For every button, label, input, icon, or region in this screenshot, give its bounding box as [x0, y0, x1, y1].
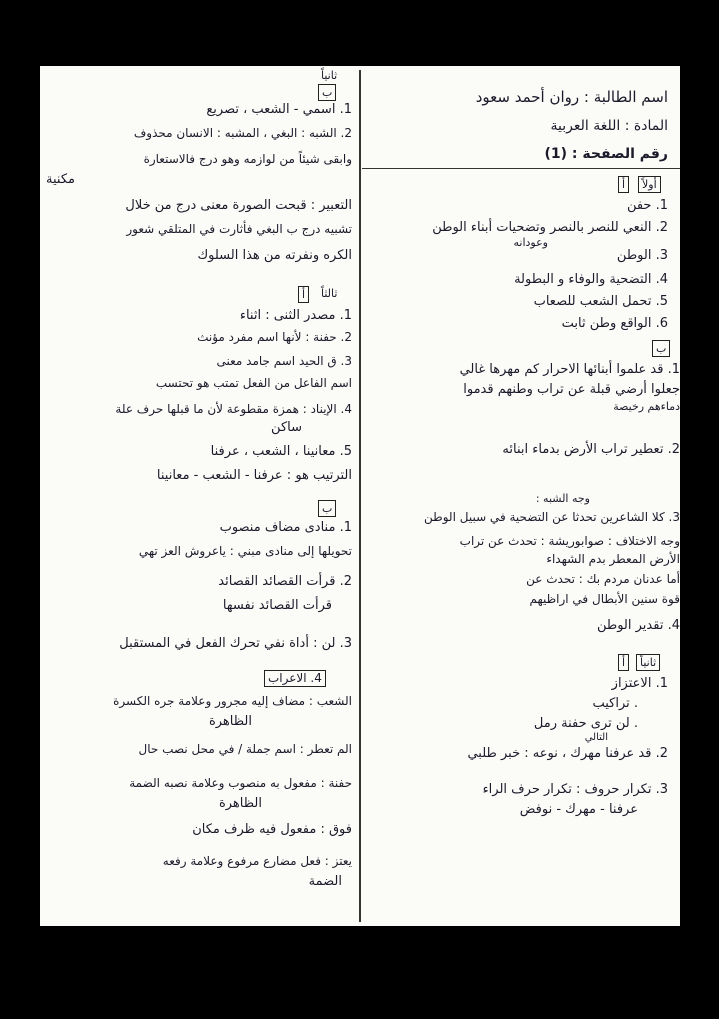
a-item-2: 2. النعي للنصر بالنصر وتضحيات أبناء الوطن — [432, 220, 668, 235]
b-item-3: 3. كلا الشاعرين تحدثا عن التضحية في سبيل الوطن — [424, 510, 680, 524]
b-difference-3: أما عدنان مردم بك : تحدث عن — [526, 572, 680, 586]
l4-item-1: الشعب : مضاف إليه مجرور وعلامة جره الكسرة — [113, 694, 352, 708]
c-item-2: 2. قد عرفنا مهرك ، نوعه : خبر طلبي — [467, 746, 668, 761]
l1-item-3c: الكره ونفرته من هذا السلوك — [197, 248, 352, 263]
l1-item-2: 2. الشبه : البغي ، المشبه : الانسان محذوف — [133, 126, 352, 140]
column-divider — [359, 70, 361, 922]
sub-b-label: ب — [652, 340, 670, 357]
l1-item-2b: وابقى شيئاً من لوازمه وهو درج فالاستعارة — [143, 152, 352, 166]
left-section-label: ثانياً — [321, 69, 338, 82]
right-b-list — [368, 362, 680, 662]
l3-item-1: 1. منادى مضاف منصوب — [219, 520, 352, 535]
sub-a-label: أ — [618, 176, 629, 193]
c-item-3: 3. تكرار حروف : تكرار حرف الراء — [482, 782, 668, 797]
b-difference-1: وجه الاختلاف : صوابوريشة : تحدث عن تراب — [459, 534, 680, 548]
b-item-1: 1. قد علموا أبنائها الاحرار كم مهرها غالي — [459, 362, 680, 377]
c-item-1d: التالي — [584, 732, 608, 743]
a-item-3: 3. الوطن — [616, 248, 668, 263]
l4-item-1b: الظاهرة — [208, 714, 252, 729]
c-item-1c: . لن ترى حفنة رمل — [533, 716, 638, 731]
left-sub-b-label: ب — [318, 84, 336, 101]
a-item-4: 4. التضحية والوفاء و البطولة — [514, 272, 668, 287]
l2-item-4: 4. الإيناد : همزة مقطوعة لأن ما قبلها حرف علة — [115, 402, 352, 416]
l1-item-2c: مكنية — [46, 172, 75, 187]
left-sub-a3-label: أ — [298, 286, 309, 303]
l3-item-2b: قرأت القصائد نفسها — [222, 598, 332, 613]
left-list-3 — [46, 520, 352, 660]
sub-a2-label: أ — [618, 654, 629, 671]
l2-item-5: 5. معانينا ، الشعب ، عرفنا — [210, 444, 352, 459]
a-item-1: 1. حفن — [626, 198, 668, 213]
l3-item-1b: تحويلها إلى منادى مبني : ياعروش العز تهي — [138, 544, 352, 558]
a-item-5: 5. تحمل الشعب للصعاب — [533, 294, 668, 309]
left-list-4 — [46, 694, 352, 894]
b-similarity-label: وجه الشبه : — [535, 492, 590, 505]
l2-item-3b: اسم الفاعل من الفعل تمتب هو تحتسب — [155, 376, 352, 390]
left-list-1 — [46, 102, 352, 272]
left-section3-label: ثالثاً — [321, 287, 338, 300]
l4-item-5: يعتز : فعل مضارع مرفوع وعلامة رفعه — [162, 854, 352, 868]
l3-item-3: 3. لن : أداة نفي تحرك الفعل في المستقبل — [119, 636, 352, 651]
l4-item-2: الم تعطر : اسم جملة / في محل نصب حال — [138, 742, 352, 756]
b-item-4: 4. تقدير الوطن — [596, 618, 680, 633]
l4-item-3b: الظاهرة — [218, 796, 262, 811]
header-underline — [362, 168, 680, 169]
l4-item-4: فوق : مفعول فيه ظرف مكان — [192, 822, 352, 837]
left-section4-label: 4. الاعراب — [264, 670, 326, 687]
l1-item-1: 1. اسمي - الشعب ، تصريع — [206, 102, 352, 117]
l2-item-2: 2. حفنة : لأنها اسم مفرد مؤنث — [197, 330, 352, 344]
section-second-label: ثانياً — [636, 654, 660, 671]
c-item-1: 1. الاعتزاز — [611, 676, 668, 691]
page-number-line: رقم الصفحة : (1) — [544, 146, 668, 162]
left-sub-b3-label: ب — [318, 500, 336, 517]
l3-item-2: 2. قرأت القصائد القصائد — [218, 574, 352, 589]
student-name: اسم الطالبة : روان أحمد سعود — [475, 88, 668, 106]
a-item-6: 6. الواقع وطن ثابت — [561, 316, 668, 331]
l2-item-5b: الترتيب هو : عرفنا - الشعب - معانينا — [156, 468, 352, 483]
b-item-1c: دماءهم رخيصة — [613, 400, 680, 413]
l4-item-3: حفنة : مفعول به منصوب وعلامة نصبه الضمة — [129, 776, 352, 790]
a-item-2b: وعودانه — [513, 236, 548, 249]
b-difference-2: الأرض المعطر بدم الشهداء — [546, 552, 680, 566]
left-list-2 — [46, 308, 352, 488]
b-item-2: 2. تعطير تراب الأرض بدماء ابنائه — [502, 442, 680, 457]
l4-item-5b: الضمة — [308, 874, 342, 889]
subject-line: المادة : اللغة العربية — [550, 118, 668, 134]
l2-item-4b: ساكن — [271, 420, 302, 435]
b-difference-4: قوة سنين الأبطال في اراظيهم — [529, 592, 680, 606]
section-first-label: أولاً — [638, 176, 661, 193]
c-item-3b: عرفنا - مهرك - نوفض — [519, 802, 638, 817]
l2-item-1: 1. مصدر الثنى : اثناء — [239, 308, 352, 323]
l1-item-3b: تشبيه درج ب البغي فأثارت في المتلقي شعور — [126, 222, 352, 236]
l2-item-3: 3. ق الحيد اسم جامد معنى — [216, 354, 352, 368]
c-item-1b: . تراكيب — [592, 696, 638, 711]
b-item-1b: جعلوا أرضي قبلة عن تراب وطنهم قدموا — [463, 382, 680, 397]
right-a-list — [368, 196, 668, 336]
l1-item-3: التعبير : قبحت الصورة معنى درج من خلال — [125, 198, 352, 213]
right-c-list — [368, 676, 668, 836]
